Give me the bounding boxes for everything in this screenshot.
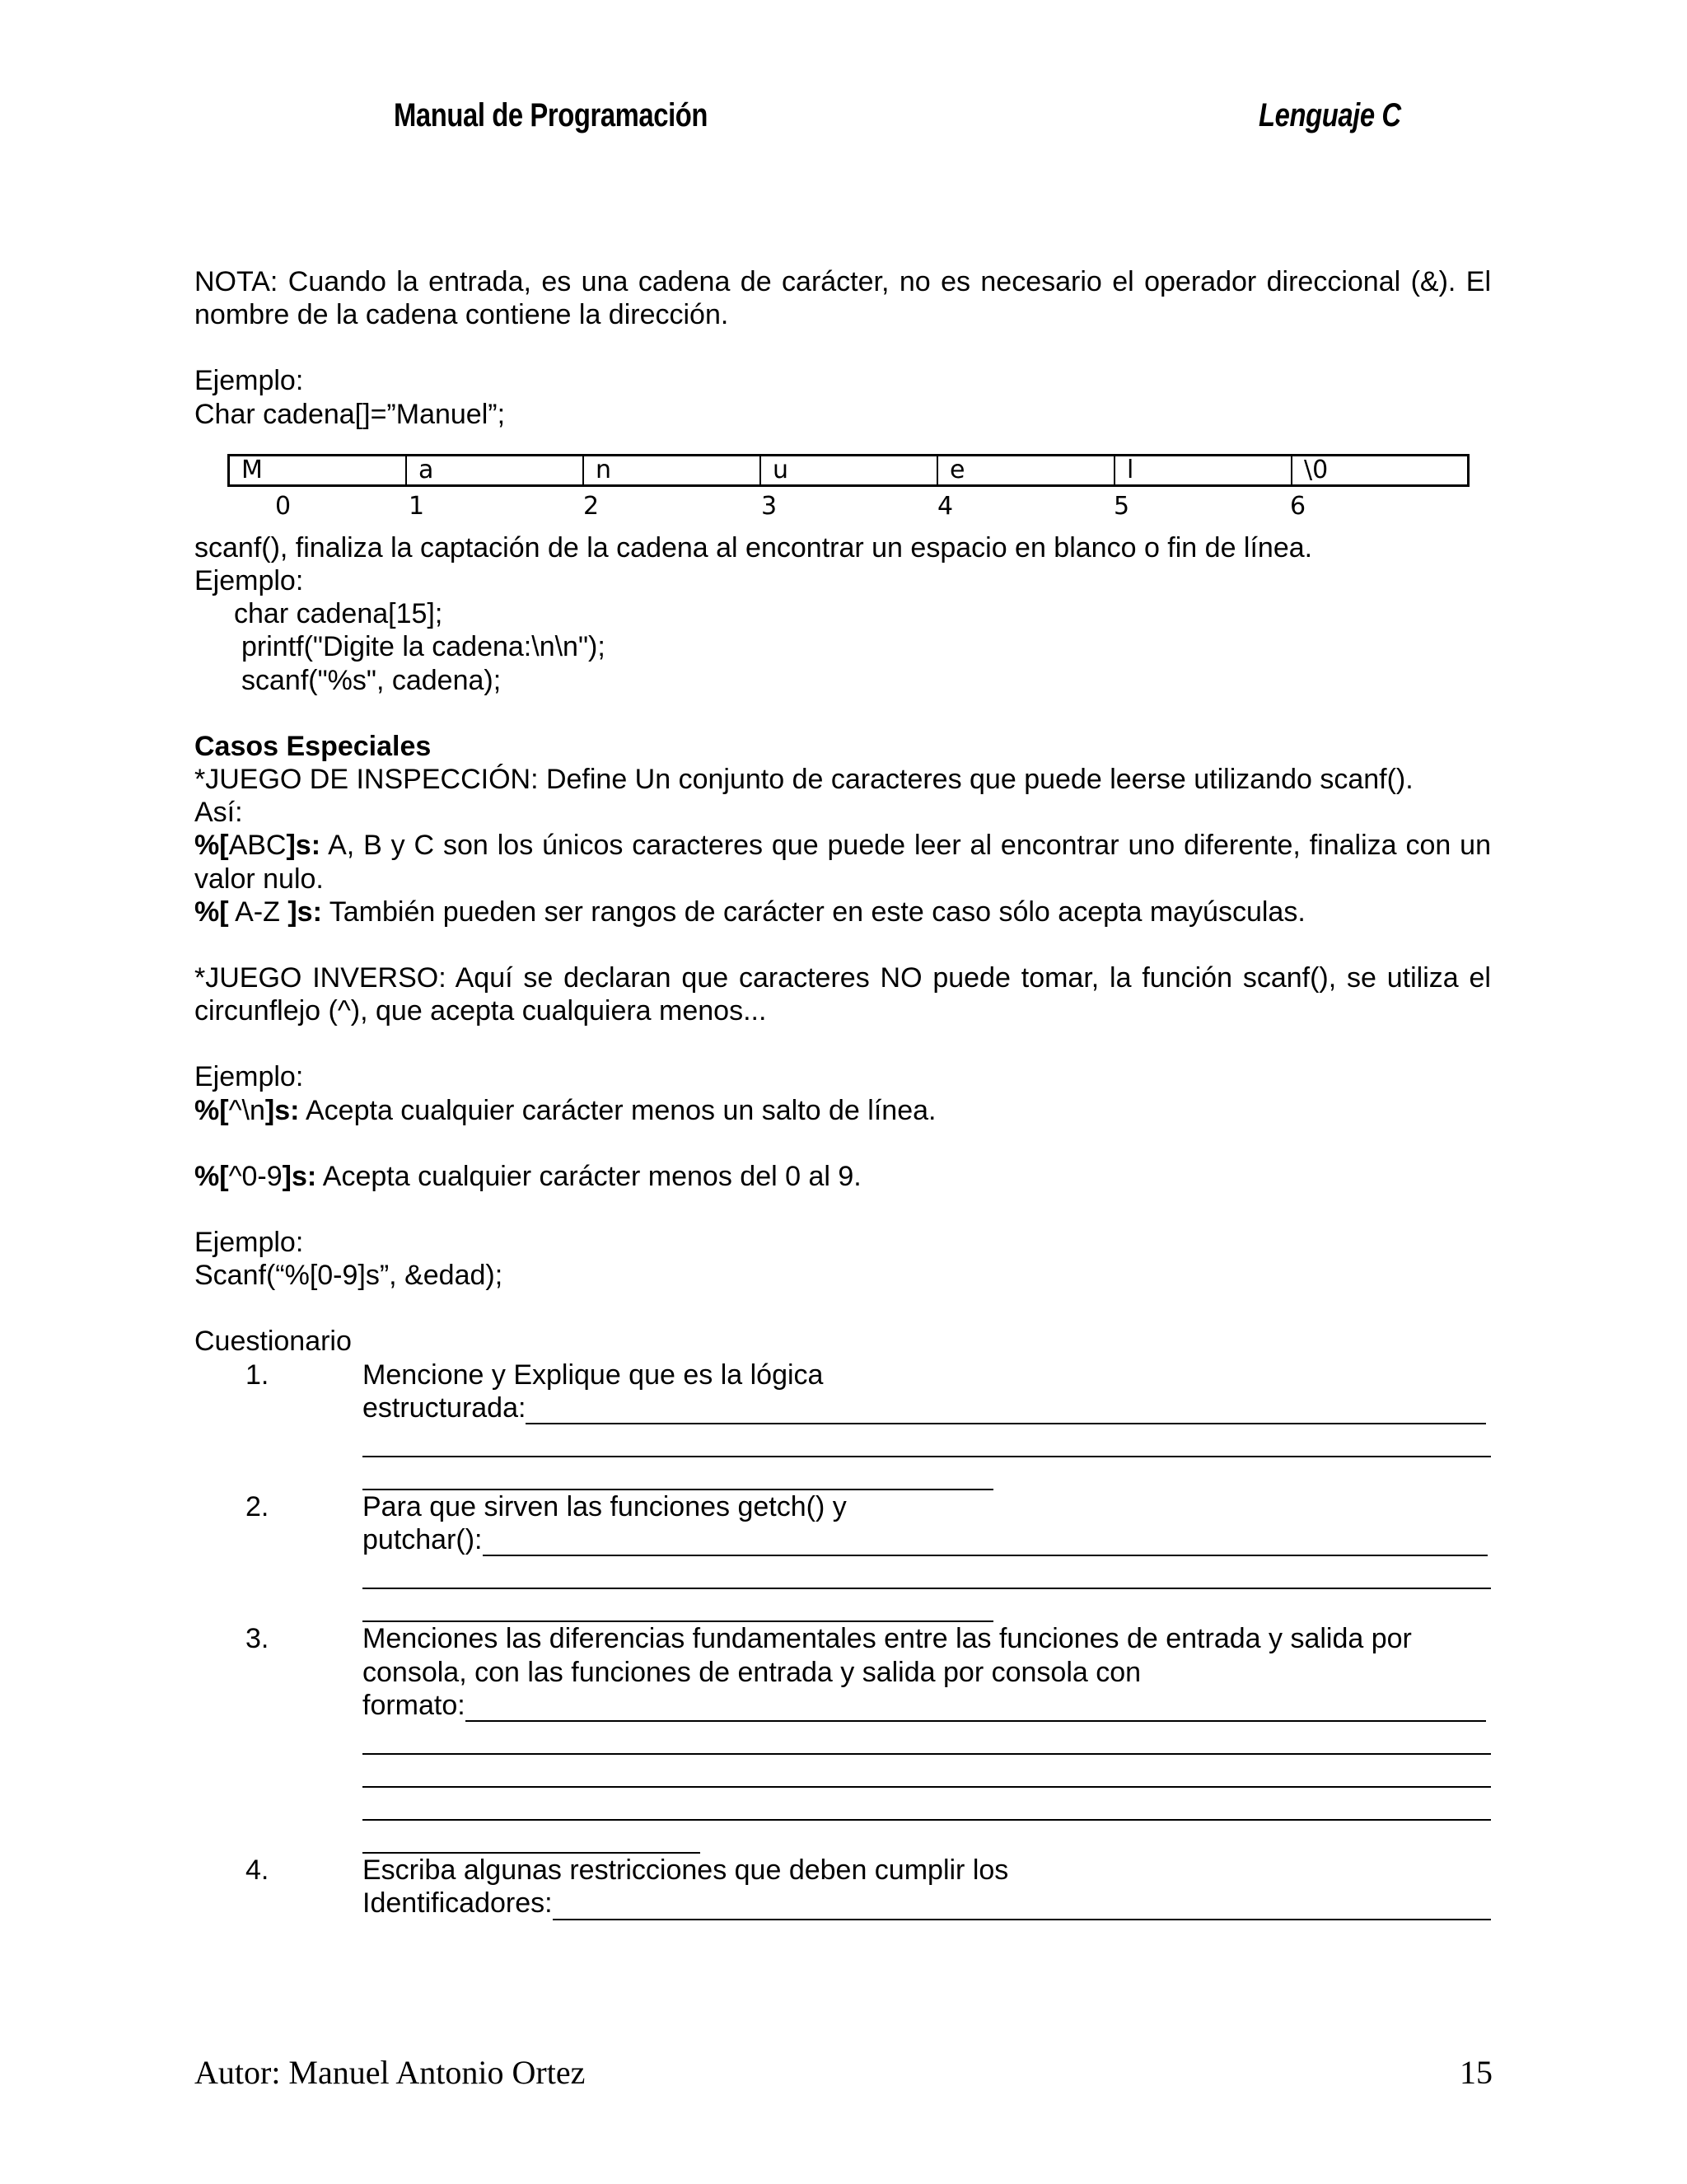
code-line: Char cadena[]=”Manuel”;: [194, 398, 506, 430]
answer-label: putchar():: [362, 1524, 483, 1556]
header-subtitle: Lenguaje C: [1259, 97, 1401, 133]
answer-line[interactable]: [362, 1589, 993, 1622]
code-line: scanf("%s", cadena);: [241, 664, 502, 696]
scanf-note: scanf(), finaliza la captación de la cadena al encontrar un espacio en blanco o fin de línea.: [194, 531, 1313, 564]
digit-rule: %[^0-9]s: Acepta cualquier carácter menos del 0 al 9.: [194, 1160, 862, 1192]
answer-line[interactable]: [362, 1722, 1491, 1755]
az-rule: %[ A-Z ]s: También pueden ser rangos de carácter en este caso sólo acepta mayúsculas.: [194, 896, 1306, 928]
answer-line[interactable]: [553, 1894, 1491, 1920]
answer-line[interactable]: [362, 1788, 1491, 1821]
question-text: Escriba algunas restricciones que deben cumplir los: [362, 1854, 1009, 1887]
abc-rule: %[ABC]s: A, B y C son los únicos caracteres que puede leer al encontrar uno diferente, finaliza con un valor nulo.: [194, 830, 1491, 895]
footer-author: Autor: Manuel Antonio Ortez: [194, 2054, 586, 2091]
answer-line[interactable]: [465, 1695, 1486, 1722]
answer-line[interactable]: [362, 1755, 1491, 1788]
code-line: Scanf(“%[0-9]s”, &edad);: [194, 1260, 503, 1292]
array-index: 4: [937, 491, 954, 521]
array-index: 3: [761, 491, 778, 521]
nota-paragraph: NOTA: Cuando la entrada, es una cadena de carácter, no es necesario el operador direccional (&). El nombre de la cadena contiene la dirección.: [194, 266, 1491, 331]
question-text: Para que sirven las funciones getch() y: [362, 1491, 847, 1523]
answer-line[interactable]: [362, 1821, 700, 1854]
question-1: [194, 1359, 1491, 1490]
question-4: [194, 1854, 1491, 1920]
array-cell: a: [407, 456, 584, 484]
answer-line[interactable]: [483, 1530, 1488, 1556]
header-title: Manual de Programación: [394, 97, 708, 133]
answer-label: estructurada:: [362, 1391, 526, 1424]
array-cell: e: [938, 456, 1115, 484]
question-3: [194, 1622, 1491, 1854]
array-cell: M: [230, 456, 407, 484]
question-text: consola, con las funciones de entrada y salida por consola con: [362, 1656, 1142, 1688]
code-line: char cadena[15];: [234, 598, 443, 630]
cuestionario-title: Cuestionario: [194, 1326, 352, 1358]
ejemplo-label: Ejemplo:: [194, 1227, 304, 1259]
array-index: 5: [1114, 491, 1130, 521]
question-text: Mencione y Explique que es la lógica: [362, 1359, 824, 1391]
array-index: 1: [409, 491, 425, 521]
question-number: 3.: [245, 1623, 269, 1655]
answer-line[interactable]: [526, 1398, 1486, 1424]
answer-label: Identificadores:: [362, 1887, 553, 1920]
newline-rule: %[^\n]s: Acepta cualquier carácter menos un salto de línea.: [194, 1094, 937, 1126]
array-index: 0: [275, 491, 292, 521]
ejemplo-label: Ejemplo:: [194, 365, 304, 397]
array-cell: n: [584, 456, 761, 484]
asi-label: Así:: [194, 797, 243, 829]
array-index: 2: [583, 491, 600, 521]
answer-line[interactable]: [362, 1457, 993, 1490]
answer-line[interactable]: [362, 1424, 1491, 1457]
juego-inverso: *JUEGO INVERSO: Aquí se declaran que caracteres NO puede tomar, la función scanf(), se utiliza el circunflejo (^), que acepta cualquiera menos...: [194, 962, 1491, 1027]
array-cell: l: [1115, 456, 1292, 484]
question-2: [194, 1490, 1491, 1622]
question-number: 4.: [245, 1854, 269, 1887]
ejemplo-label: Ejemplo:: [194, 565, 304, 597]
array-index: 6: [1290, 491, 1306, 521]
section-title: Casos Especiales: [194, 730, 432, 762]
answer-label: formato:: [362, 1689, 465, 1721]
page-body: [194, 265, 1491, 1920]
array-box: [227, 454, 1470, 487]
char-array-diagram: [194, 454, 1491, 528]
array-cell: u: [761, 456, 938, 484]
ejemplo-label: Ejemplo:: [194, 1061, 304, 1093]
question-number: 1.: [245, 1359, 269, 1391]
answer-line[interactable]: [362, 1556, 1491, 1589]
page-number: 15: [1460, 2054, 1493, 2091]
juego-inspeccion: *JUEGO DE INSPECCIÓN: Define Un conjunto de caracteres que puede leerse utilizando scanf().: [194, 764, 1414, 796]
question-number: 2.: [245, 1491, 269, 1523]
question-text: Menciones las diferencias fundamentales entre las funciones de entrada y salida por: [362, 1623, 1412, 1655]
array-cell: \0: [1304, 455, 1329, 484]
code-line: printf("Digite la cadena:\n\n");: [241, 631, 605, 663]
